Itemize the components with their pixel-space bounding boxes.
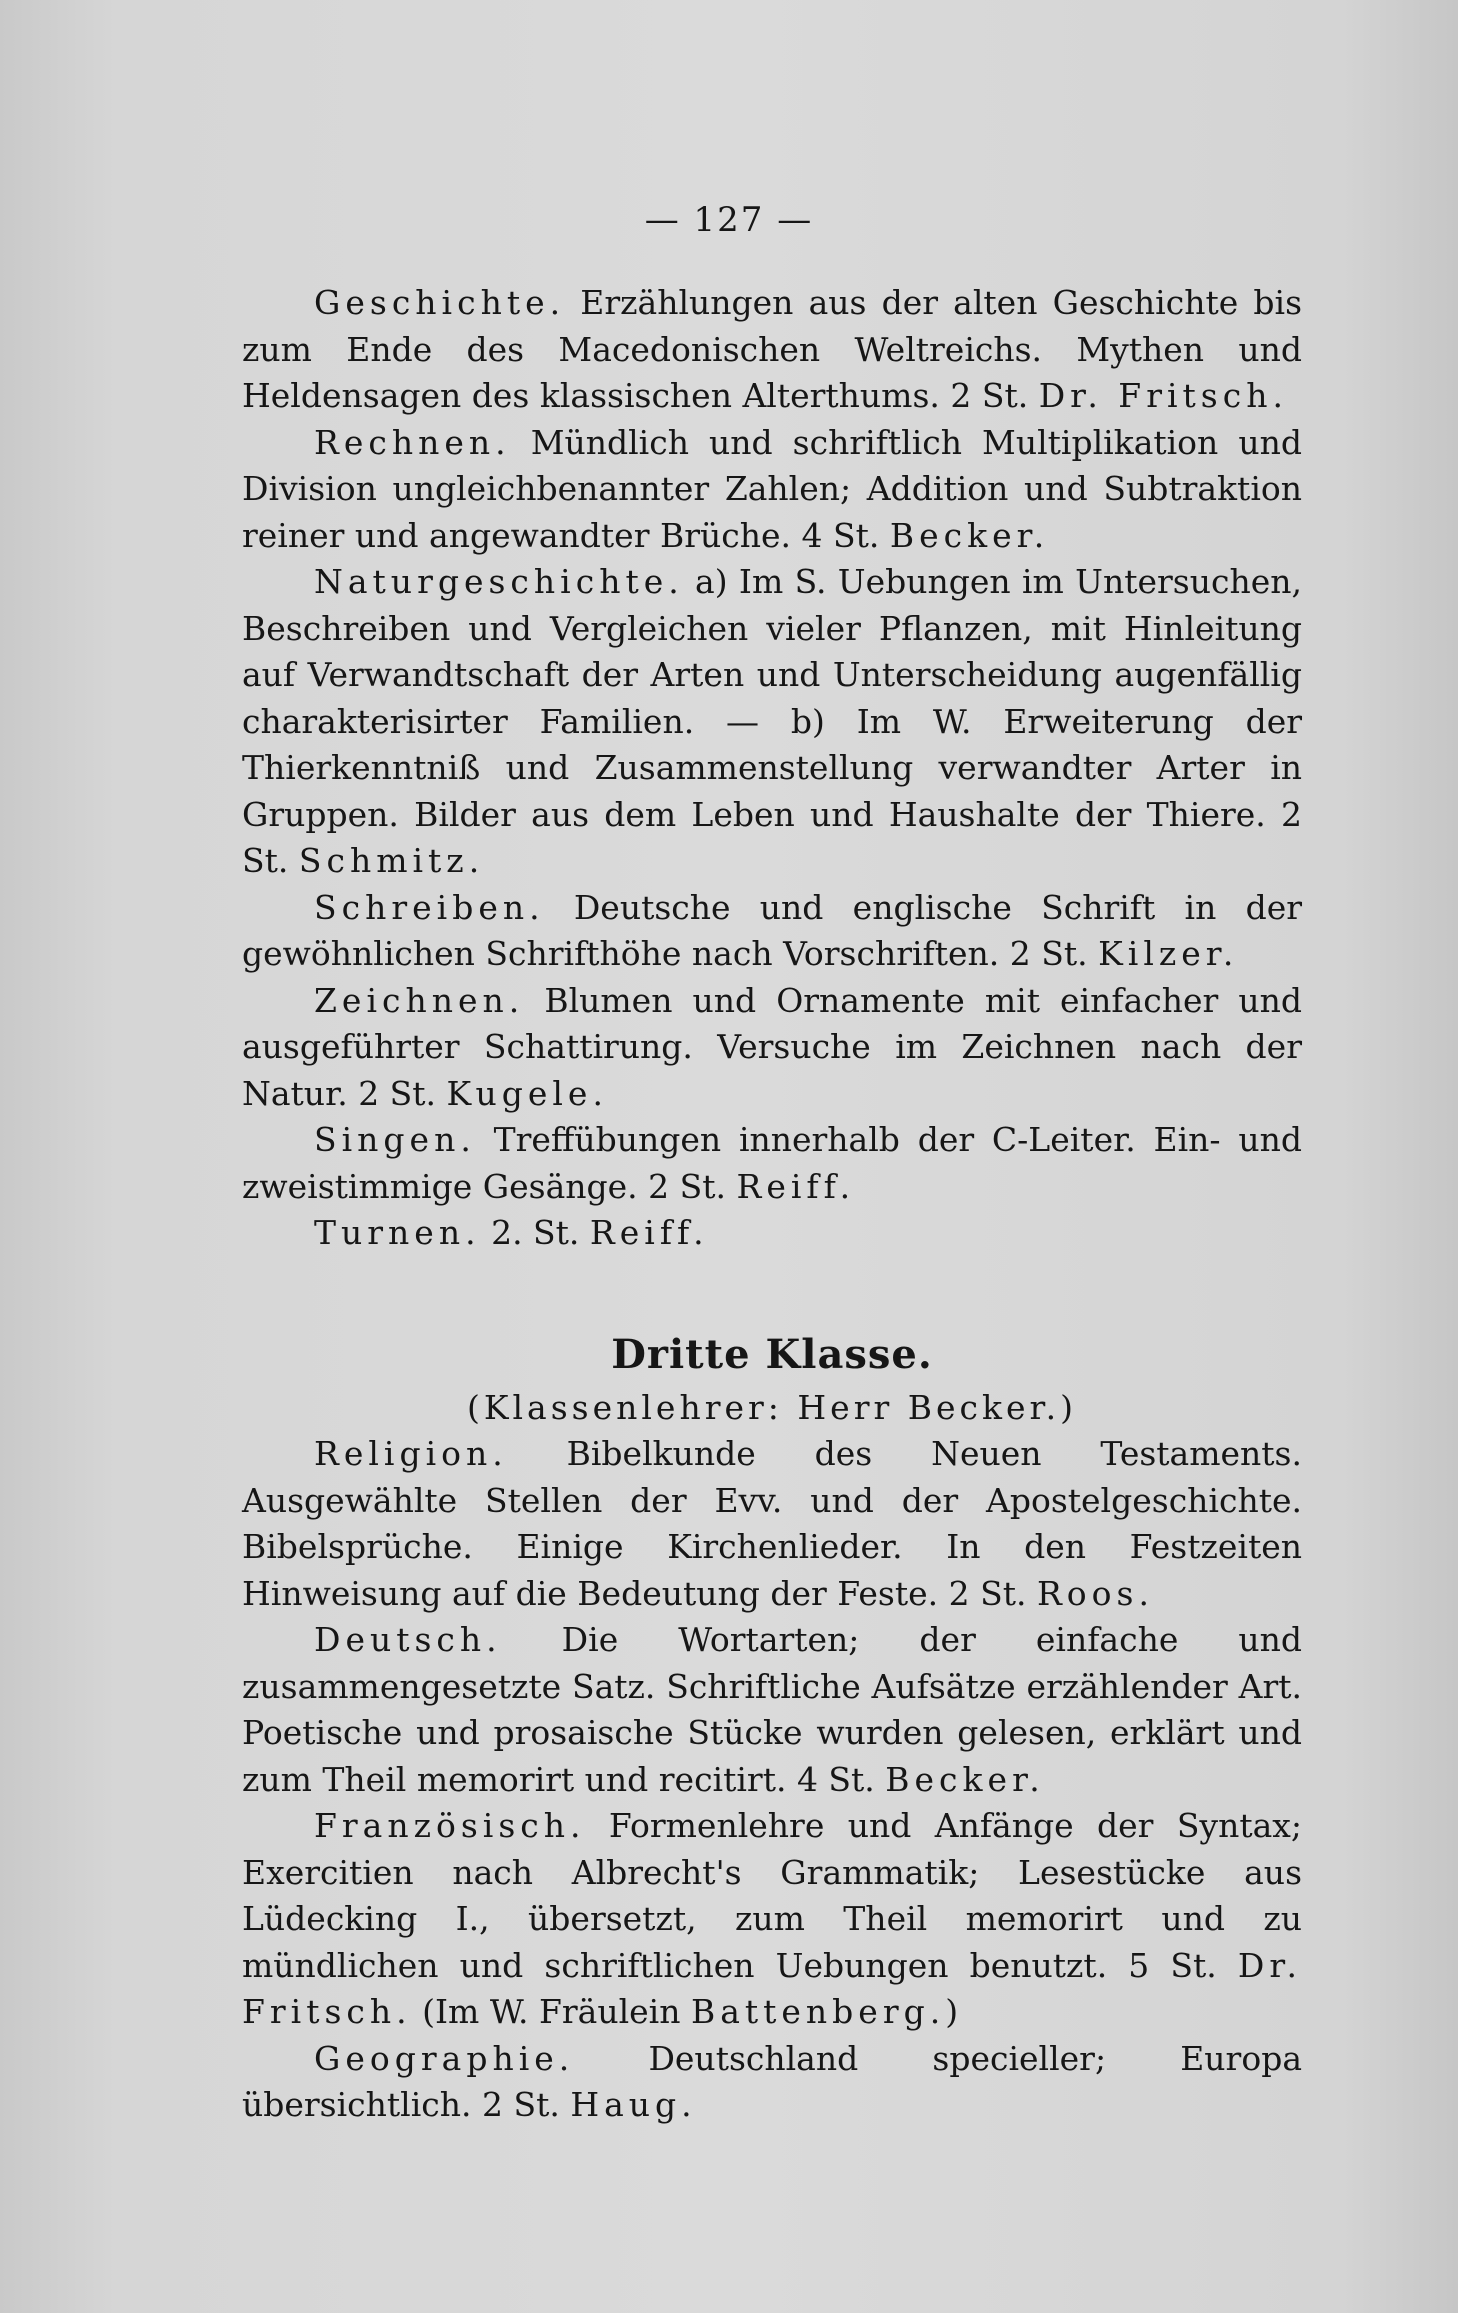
teacher-name: Roos. <box>1036 1573 1154 1613</box>
teacher-name: Reiff. <box>736 1166 856 1206</box>
teacher-name: Becker. <box>885 1759 1045 1799</box>
paragraph-religion <box>242 1431 1302 1617</box>
paragraph-body: Mündlich und schriftlich Multiplikation und Division ungleichbenannter Zahlen; Addition und Subtraktion reiner und angewandter Brüche. 4 St. <box>242 422 1302 555</box>
teacher-name: Becker. <box>889 515 1050 555</box>
subject-heading: Geographie. <box>314 2038 575 2078</box>
subject-heading: Geschichte. <box>314 283 566 322</box>
teacher-name: Haug. <box>570 2085 697 2124</box>
subject-heading: Religion. <box>314 1434 508 1473</box>
paragraph-body: Erzählungen aus der alten Geschichte bis zum Ende des Macedonischen Weltreichs. Mythen und Heldensagen des klassischen Alterthums. 2 St. <box>242 283 1302 415</box>
subject-heading: Deutsch. <box>314 1620 502 1659</box>
paragraph-geographie <box>242 2036 1302 2129</box>
subject-heading: Naturgeschichte. <box>314 562 684 601</box>
teacher-name: Kilzer. <box>1098 934 1239 973</box>
paragraph-geschichte <box>242 280 1302 420</box>
paragraph-singen <box>242 1117 1302 1210</box>
subject-heading: Schreiben. <box>314 887 545 927</box>
paragraph-body: Blumen und Ornamente mit einfacher und ausgeführter Schattirung. Versuche im Zeichnen nach der Natur. 2 St. <box>242 980 1302 1113</box>
paragraph-rechnen <box>242 420 1302 560</box>
subject-heading: Rechnen. <box>314 422 511 462</box>
teacher-name: Battenberg. <box>690 1992 946 2031</box>
paragraph-body: Deutsche und englische Schrift in der gewöhnlichen Schrifthöhe nach Vorschriften. 2 St. <box>242 887 1302 973</box>
teacher-name: Schmitz. <box>298 841 485 880</box>
paragraph-body: 2. St. <box>480 1213 590 1252</box>
subject-heading: Singen. <box>314 1120 476 1159</box>
paragraph-tail: (Im W. Fräulein <box>411 1992 691 2031</box>
paragraph-body: a) Im S. Uebungen im Untersuchen, Beschreiben und Vergleichen vieler Pflanzen, mit Hinleitung auf Verwandtschaft der Arten und Unterscheidung augenfällig charakterisirter Familien. — b) Im W. Erweiterung der Thierkenntniß und Zusammenstellung verwandter Arter in Gruppen. Bilder aus dem Leben und Haushalte der Thiere. 2 St. <box>242 562 1302 880</box>
teacher-name: Dr. Fritsch. <box>242 1945 1302 2031</box>
paragraph-naturgeschichte <box>242 559 1302 885</box>
paragraph-body: Formenlehre und Anfänge der Syntax; Exercitien nach Albrecht's Grammatik; Lesestücke aus Lüdecking I., übersetzt, zum Theil memorirt und zu mündlichen und schriftlichen Uebungen benutzt. 5 St. <box>242 1806 1302 1985</box>
subject-heading: Turnen. <box>314 1213 481 1252</box>
subject-heading: Französisch. <box>314 1806 586 1845</box>
teacher-name: Dr. Fritsch. <box>1038 376 1288 415</box>
body-text <box>242 280 1302 2129</box>
paragraph-schreiben <box>242 885 1302 978</box>
page-number: — 127 — <box>644 200 814 240</box>
teacher-name: Reiff. <box>589 1213 709 1252</box>
paragraph-body: Deutschland specieller; Europa übersichtlich. 2 St. <box>242 2038 1302 2124</box>
section-subtitle: (Klassenlehrer: Herr Becker.) <box>466 1387 1078 1427</box>
paragraph-body: Bibelkunde des Neuen Testaments. Ausgewählte Stellen der Evv. und der Apostelgeschichte. Bibelsprüche. Einige Kirchenlieder. In den Festzeiten Hinweisung auf die Bedeutung der Feste. 2 St. <box>242 1434 1302 1613</box>
subject-heading: Zeichnen. <box>314 980 525 1020</box>
paragraph-deutsch <box>242 1617 1302 1803</box>
teacher-name: Kugele. <box>446 1073 608 1113</box>
paragraph-franzoesisch <box>242 1803 1302 2036</box>
paragraph-tail-end: ) <box>945 1992 959 2031</box>
paragraph-zeichnen <box>242 978 1302 1118</box>
paragraph-body: Treffübungen innerhalb der C-Leiter. Ein- und zweistimmige Gesänge. 2 St. <box>242 1120 1302 1206</box>
paragraph-turnen <box>242 1210 1302 1257</box>
section-title: Dritte Klasse. <box>611 1330 933 1378</box>
paragraph-body: Die Wortarten; der einfache und zusammengesetzte Satz. Schriftliche Aufsätze erzählender Art. Poetische und prosaische Stücke wurden gelesen, erklärt und zum Theil memorirt und recitirt. 4 St. <box>242 1620 1302 1799</box>
